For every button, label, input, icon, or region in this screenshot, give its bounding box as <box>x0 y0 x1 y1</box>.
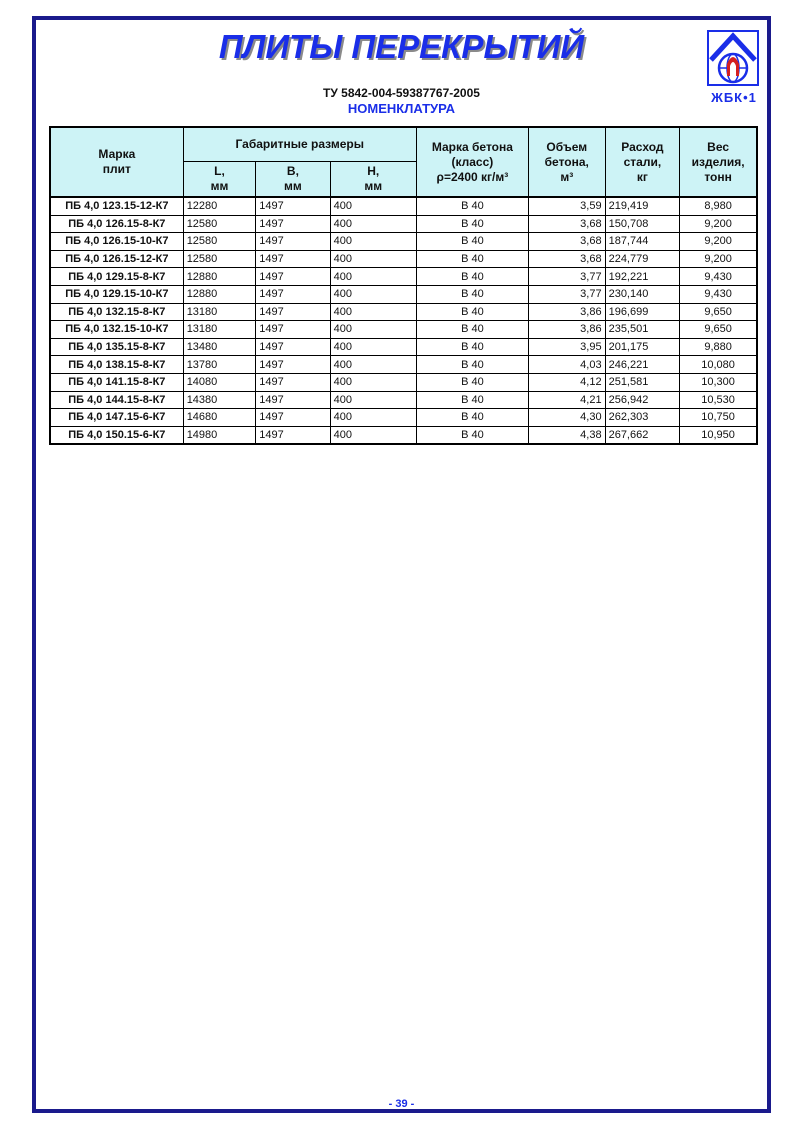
cell-volume: 3,86 <box>528 303 605 321</box>
table-row <box>50 391 757 409</box>
cell-volume: 3,68 <box>528 233 605 251</box>
header-volume: Объем бетона, м³ <box>528 127 605 197</box>
cell-width: 1497 <box>256 356 330 374</box>
header-height: H, мм <box>330 161 416 197</box>
cell-steel: 150,708 <box>605 215 680 233</box>
cell-height: 400 <box>330 215 416 233</box>
cell-mark: ПБ 4,0 144.15-8-К7 <box>50 391 183 409</box>
cell-mark: ПБ 4,0 141.15-8-К7 <box>50 373 183 391</box>
header-width: B, мм <box>256 161 330 197</box>
table-row <box>50 233 757 251</box>
spec-code: ТУ 5842-004-59387767-2005 <box>323 86 480 100</box>
table-row <box>50 373 757 391</box>
cell-concrete: В 40 <box>416 426 528 444</box>
header-length: L, мм <box>183 161 256 197</box>
cell-length: 14380 <box>183 391 256 409</box>
cell-steel: 246,221 <box>605 356 680 374</box>
cell-steel: 187,744 <box>605 233 680 251</box>
cell-width: 1497 <box>256 197 330 215</box>
cell-weight: 9,200 <box>680 250 757 268</box>
cell-mark: ПБ 4,0 132.15-10-К7 <box>50 321 183 339</box>
cell-volume: 3,77 <box>528 285 605 303</box>
section-heading: НОМЕНКЛАТУРА <box>347 101 456 116</box>
cell-width: 1497 <box>256 321 330 339</box>
cell-steel: 230,140 <box>605 285 680 303</box>
cell-length: 12580 <box>183 250 256 268</box>
table-row <box>50 426 757 444</box>
cell-volume: 4,38 <box>528 426 605 444</box>
table-row <box>50 215 757 233</box>
cell-concrete: В 40 <box>416 321 528 339</box>
cell-height: 400 <box>330 303 416 321</box>
cell-volume: 3,68 <box>528 215 605 233</box>
cell-height: 400 <box>330 268 416 286</box>
table-row <box>50 409 757 427</box>
cell-mark: ПБ 4,0 150.15-6-К7 <box>50 426 183 444</box>
cell-weight: 9,880 <box>680 338 757 356</box>
cell-width: 1497 <box>256 426 330 444</box>
cell-weight: 10,530 <box>680 391 757 409</box>
table-row <box>50 250 757 268</box>
cell-weight: 9,200 <box>680 215 757 233</box>
table-row <box>50 356 757 374</box>
cell-weight: 10,300 <box>680 373 757 391</box>
cell-width: 1497 <box>256 233 330 251</box>
header-mark: Марка плит <box>50 127 183 197</box>
cell-concrete: В 40 <box>416 268 528 286</box>
cell-mark: ПБ 4,0 135.15-8-К7 <box>50 338 183 356</box>
jbk-house-globe-logo-icon <box>707 30 759 86</box>
cell-length: 12880 <box>183 268 256 286</box>
cell-length: 14080 <box>183 373 256 391</box>
cell-mark: ПБ 4,0 126.15-8-К7 <box>50 215 183 233</box>
cell-volume: 3,68 <box>528 250 605 268</box>
cell-width: 1497 <box>256 285 330 303</box>
cell-weight: 8,980 <box>680 197 757 215</box>
table-row <box>50 338 757 356</box>
cell-length: 12280 <box>183 197 256 215</box>
cell-volume: 4,03 <box>528 356 605 374</box>
cell-width: 1497 <box>256 215 330 233</box>
cell-volume: 4,21 <box>528 391 605 409</box>
cell-weight: 10,950 <box>680 426 757 444</box>
cell-length: 14680 <box>183 409 256 427</box>
cell-volume: 3,86 <box>528 321 605 339</box>
cell-height: 400 <box>330 285 416 303</box>
cell-steel: 224,779 <box>605 250 680 268</box>
cell-length: 13480 <box>183 338 256 356</box>
cell-volume: 4,12 <box>528 373 605 391</box>
cell-weight: 10,080 <box>680 356 757 374</box>
cell-weight: 9,650 <box>680 321 757 339</box>
nomenclature-table <box>49 126 758 445</box>
table-row <box>50 268 757 286</box>
cell-concrete: В 40 <box>416 373 528 391</box>
cell-width: 1497 <box>256 373 330 391</box>
cell-volume: 4,30 <box>528 409 605 427</box>
cell-width: 1497 <box>256 338 330 356</box>
cell-height: 400 <box>330 321 416 339</box>
header-dimensions: Габаритные размеры <box>183 127 416 161</box>
cell-height: 400 <box>330 373 416 391</box>
cell-height: 400 <box>330 338 416 356</box>
cell-weight: 9,200 <box>680 233 757 251</box>
cell-steel: 262,303 <box>605 409 680 427</box>
header-concrete: Марка бетона (класс) ρ=2400 кг/м³ <box>416 127 528 197</box>
page-number: - 39 - <box>388 1098 415 1110</box>
cell-length: 13180 <box>183 321 256 339</box>
cell-height: 400 <box>330 197 416 215</box>
page-frame <box>32 16 771 1113</box>
cell-width: 1497 <box>256 391 330 409</box>
cell-concrete: В 40 <box>416 303 528 321</box>
cell-mark: ПБ 4,0 126.15-12-К7 <box>50 250 183 268</box>
cell-concrete: В 40 <box>416 197 528 215</box>
cell-volume: 3,77 <box>528 268 605 286</box>
cell-concrete: В 40 <box>416 356 528 374</box>
cell-mark: ПБ 4,0 138.15-8-К7 <box>50 356 183 374</box>
header-weight: Вес изделия, тонн <box>680 127 757 197</box>
cell-steel: 201,175 <box>605 338 680 356</box>
table-body <box>50 197 757 444</box>
cell-concrete: В 40 <box>416 409 528 427</box>
cell-weight: 9,430 <box>680 285 757 303</box>
header-steel: Расход стали, кг <box>605 127 680 197</box>
cell-steel: 192,221 <box>605 268 680 286</box>
cell-mark: ПБ 4,0 126.15-10-К7 <box>50 233 183 251</box>
cell-mark: ПБ 4,0 132.15-8-К7 <box>50 303 183 321</box>
cell-height: 400 <box>330 233 416 251</box>
cell-concrete: В 40 <box>416 338 528 356</box>
cell-weight: 9,430 <box>680 268 757 286</box>
table-row <box>50 303 757 321</box>
logo-text: ЖБК•1 <box>711 90 757 105</box>
cell-weight: 9,650 <box>680 303 757 321</box>
cell-height: 400 <box>330 250 416 268</box>
cell-height: 400 <box>330 426 416 444</box>
cell-width: 1497 <box>256 250 330 268</box>
cell-mark: ПБ 4,0 147.15-6-К7 <box>50 409 183 427</box>
cell-concrete: В 40 <box>416 285 528 303</box>
cell-steel: 235,501 <box>605 321 680 339</box>
page-title: ПЛИТЫ ПЕРЕКРЫТИЙ <box>218 28 585 65</box>
cell-length: 14980 <box>183 426 256 444</box>
cell-concrete: В 40 <box>416 391 528 409</box>
cell-steel: 219,419 <box>605 197 680 215</box>
cell-concrete: В 40 <box>416 215 528 233</box>
cell-weight: 10,750 <box>680 409 757 427</box>
cell-length: 12880 <box>183 285 256 303</box>
cell-mark: ПБ 4,0 129.15-10-К7 <box>50 285 183 303</box>
cell-concrete: В 40 <box>416 250 528 268</box>
cell-length: 12580 <box>183 215 256 233</box>
cell-width: 1497 <box>256 303 330 321</box>
table-row <box>50 285 757 303</box>
table-row <box>50 197 757 215</box>
cell-steel: 196,699 <box>605 303 680 321</box>
cell-steel: 251,581 <box>605 373 680 391</box>
cell-steel: 267,662 <box>605 426 680 444</box>
cell-mark: ПБ 4,0 123.15-12-К7 <box>50 197 183 215</box>
table-row <box>50 321 757 339</box>
cell-width: 1497 <box>256 268 330 286</box>
cell-volume: 3,95 <box>528 338 605 356</box>
cell-length: 13780 <box>183 356 256 374</box>
cell-steel: 256,942 <box>605 391 680 409</box>
cell-mark: ПБ 4,0 129.15-8-К7 <box>50 268 183 286</box>
cell-volume: 3,59 <box>528 197 605 215</box>
cell-length: 12580 <box>183 233 256 251</box>
cell-height: 400 <box>330 409 416 427</box>
cell-height: 400 <box>330 391 416 409</box>
cell-width: 1497 <box>256 409 330 427</box>
cell-length: 13180 <box>183 303 256 321</box>
cell-height: 400 <box>330 356 416 374</box>
cell-concrete: В 40 <box>416 233 528 251</box>
